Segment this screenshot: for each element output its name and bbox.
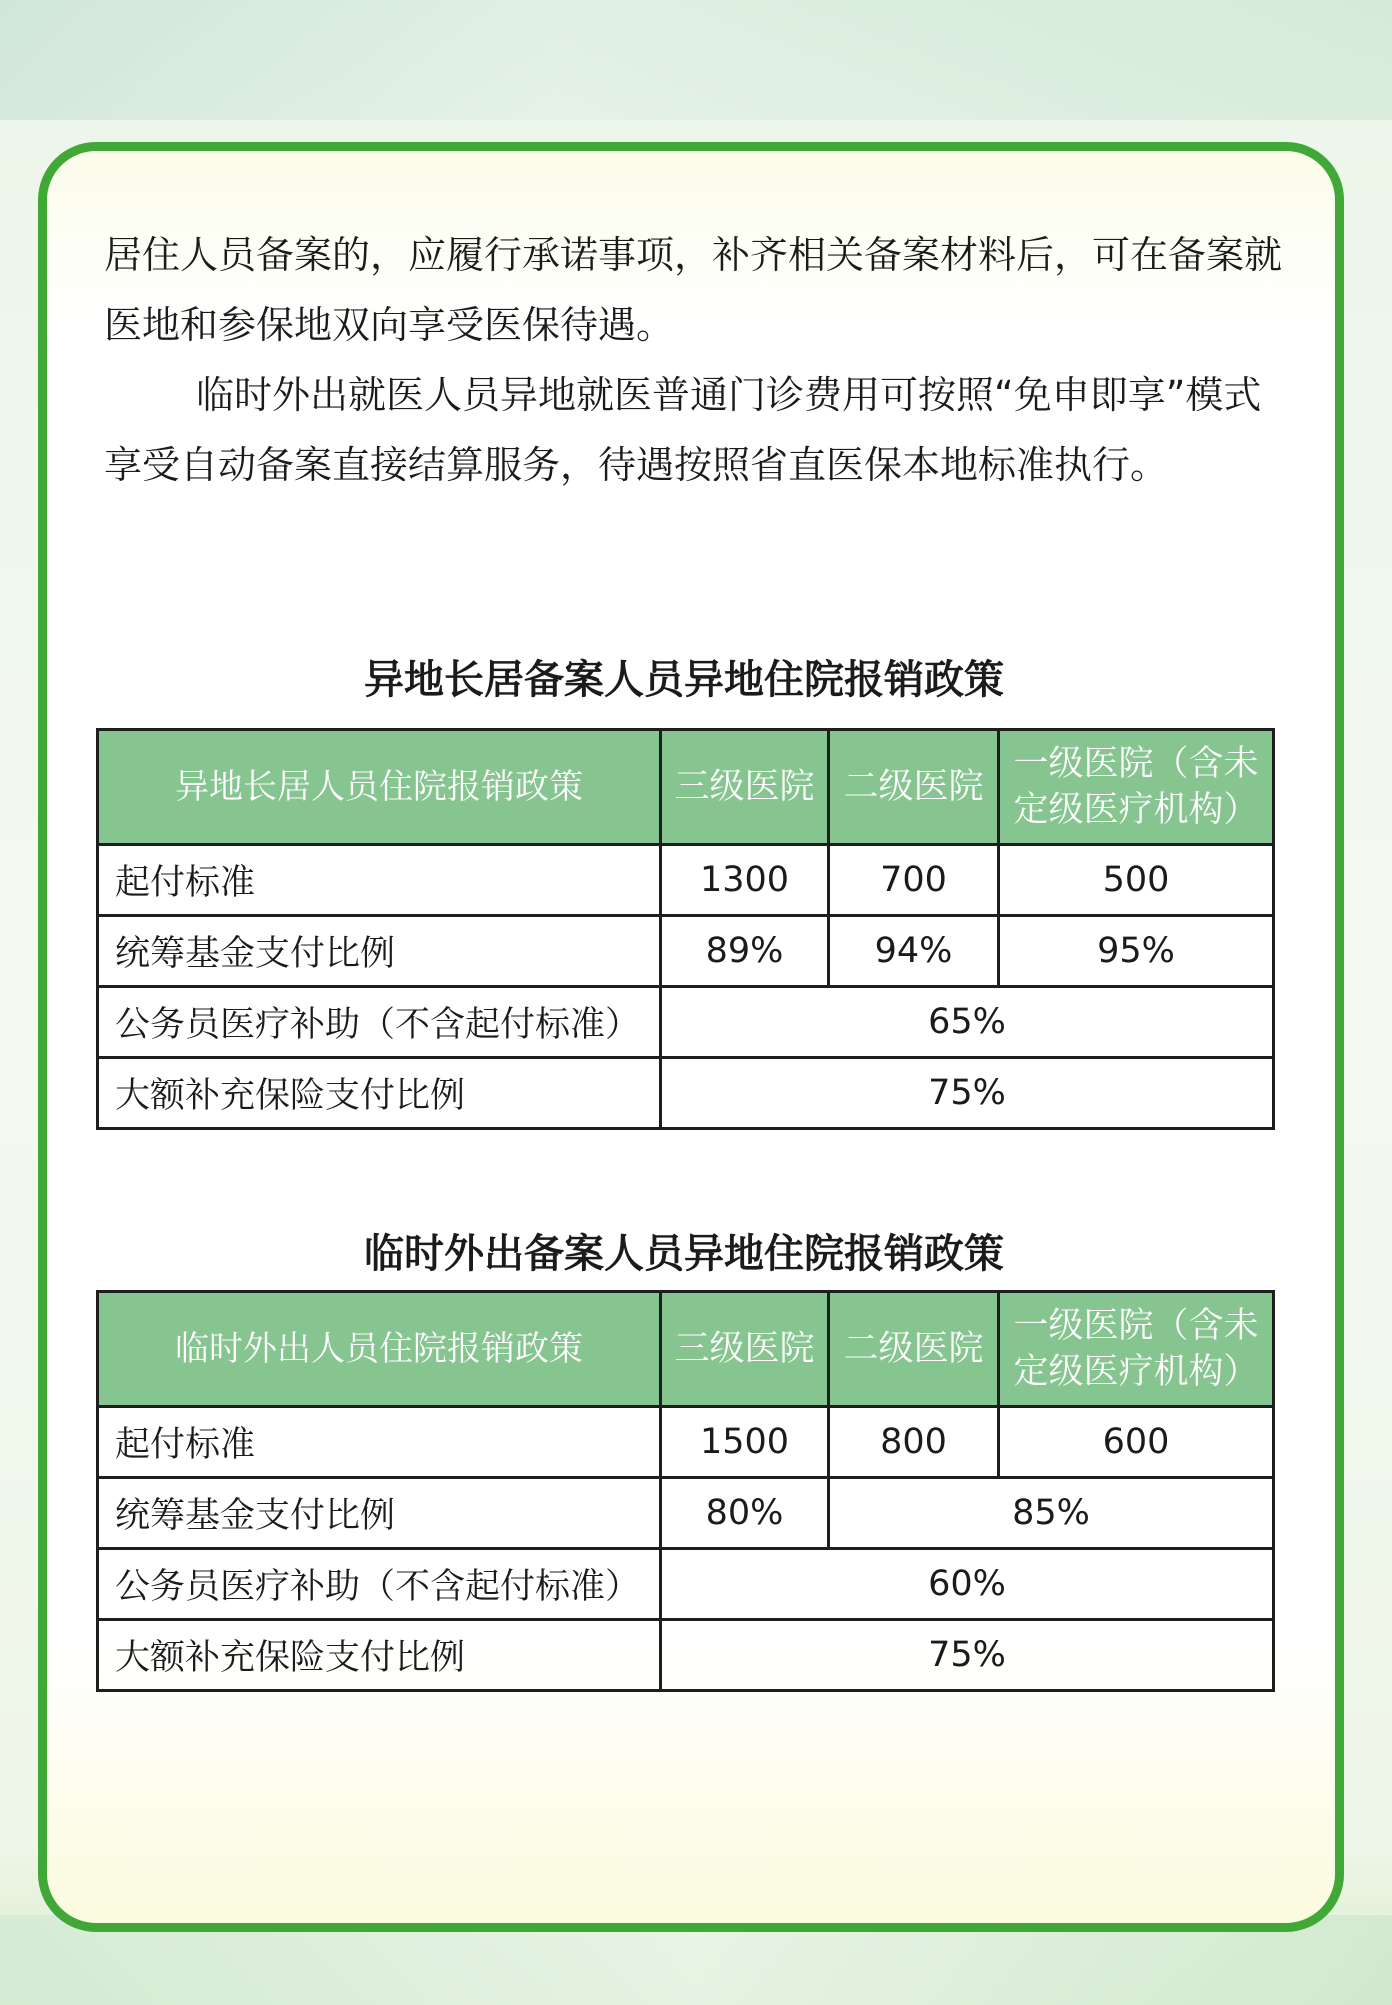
cell-deductible-level1: 600 [999,1407,1274,1478]
header-level2-hospital: 二级医院 [829,730,999,845]
cell-large-supplement-value: 75% [661,1058,1274,1129]
table-header-row [98,1292,1274,1407]
header-level2-hospital: 二级医院 [829,1292,999,1407]
cell-fund-ratio-level3: 89% [661,916,829,987]
header-level1-hospital: 一级医院（含未定级医疗机构） [999,1292,1274,1407]
cell-deductible-level3: 1500 [661,1407,829,1478]
table-row [98,987,1274,1058]
row-label-deductible: 起付标准 [98,1407,661,1478]
row-label-civil-servant: 公务员医疗补助（不含起付标准） [98,1549,661,1620]
cell-deductible-level2: 800 [829,1407,999,1478]
header-level1-hospital: 一级医院（含未定级医疗机构） [999,730,1274,845]
paragraph-temporary-outpatient: 临时外出就医人员异地就医普通门诊费用可按照“免申即享”模式享受自动备案直接结算服务，待遇按照省直医保本地标准执行。 [104,373,1262,487]
table-row [98,1549,1274,1620]
table-header-row [98,730,1274,845]
header-level3-hospital: 三级医院 [661,730,829,845]
table-row [98,1620,1274,1691]
cell-large-supplement-value: 75% [661,1620,1274,1691]
cell-fund-ratio-level2-level1: 85% [829,1478,1274,1549]
table-row [98,916,1274,987]
cell-fund-ratio-level2: 94% [829,916,999,987]
long-term-residence-policy-table [96,728,1275,1130]
row-label-fund-ratio: 统筹基金支付比例 [98,1478,661,1549]
table-row [98,1478,1274,1549]
header-policy: 临时外出人员住院报销政策 [98,1292,661,1407]
row-label-fund-ratio: 统筹基金支付比例 [98,916,661,987]
cell-fund-ratio-level3: 80% [661,1478,829,1549]
cell-civil-servant-value: 65% [661,987,1274,1058]
cell-fund-ratio-level1: 95% [999,916,1274,987]
table-row [98,1058,1274,1129]
header-policy: 异地长居人员住院报销政策 [98,730,661,845]
temporary-outing-policy-table [96,1290,1275,1692]
table2-title: 临时外出备案人员异地住院报销政策 [364,1231,1004,1277]
cell-deductible-level2: 700 [829,845,999,916]
table-row [98,1407,1274,1478]
table1-title: 异地长居备案人员异地住院报销政策 [364,657,1004,703]
cell-deductible-level3: 1300 [661,845,829,916]
background-top-band [0,0,1392,120]
table-row [98,845,1274,916]
row-label-large-supplement: 大额补充保险支付比例 [98,1620,661,1691]
row-label-deductible: 起付标准 [98,845,661,916]
row-label-large-supplement: 大额补充保险支付比例 [98,1058,661,1129]
row-label-civil-servant: 公务员医疗补助（不含起付标准） [98,987,661,1058]
paragraph-residence-filing: 居住人员备案的，应履行承诺事项，补齐相关备案材料后，可在备案就医地和参保地双向享受医保待遇。 [104,233,1283,347]
cell-civil-servant-value: 60% [661,1549,1274,1620]
cell-deductible-level1: 500 [999,845,1274,916]
header-level3-hospital: 三级医院 [661,1292,829,1407]
